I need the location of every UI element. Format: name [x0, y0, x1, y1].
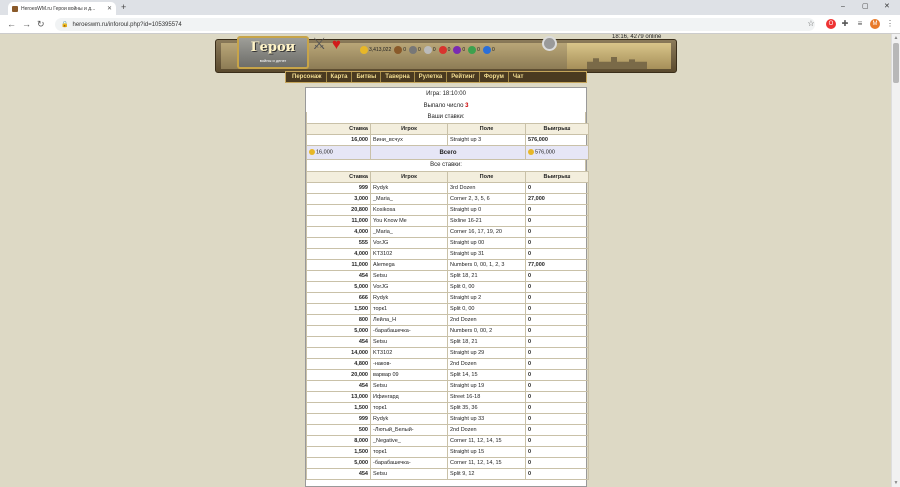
win-cell: 0: [526, 392, 589, 403]
player-cell[interactable]: Setsu: [371, 337, 448, 348]
bet-cell: 20,000: [307, 370, 371, 381]
mana-icon: [483, 46, 491, 54]
table-row: [307, 447, 589, 458]
bet-cell: 800: [307, 315, 371, 326]
field-cell: Straight up 31: [448, 249, 526, 260]
win-cell: 0: [526, 348, 589, 359]
minimize-button[interactable]: –: [841, 3, 845, 10]
table-row: [307, 260, 589, 271]
menu-item-map[interactable]: Карта: [327, 72, 353, 82]
window-close-button[interactable]: ✕: [884, 3, 890, 10]
your-bets-header-row: [307, 124, 589, 135]
player-cell[interactable]: торк1: [371, 304, 448, 315]
server-time-online: 18:16, 4279 online: [612, 34, 662, 40]
bet-cell: 555: [307, 238, 371, 249]
table-row: [307, 326, 589, 337]
col-field-header: Поле: [448, 124, 526, 135]
browser-tab[interactable]: [8, 2, 116, 15]
table-row: [307, 436, 589, 447]
crystal-icon: [453, 46, 461, 54]
field-cell: Sixline 16-21: [448, 216, 526, 227]
win-cell: 0: [526, 469, 589, 480]
extensions-puzzle-icon[interactable]: ✚: [841, 19, 849, 28]
player-cell[interactable]: Kosikosa: [371, 205, 448, 216]
site-favicon-icon: [12, 6, 18, 12]
field-cell: Corner 2, 3, 5, 6: [448, 194, 526, 205]
bet-cell: 454: [307, 337, 371, 348]
bet-cell: 4,800: [307, 359, 371, 370]
bet-cell: 5,000: [307, 458, 371, 469]
table-row: [307, 205, 589, 216]
sulfur-value: 0: [447, 47, 451, 53]
player-cell[interactable]: Rydyk: [371, 183, 448, 194]
url-text: heroeswm.ru/inforoul.php?id=105395574: [72, 21, 182, 28]
player-cell[interactable]: Ифингард: [371, 392, 448, 403]
table-row: [307, 370, 589, 381]
player-cell[interactable]: Alemega: [371, 260, 448, 271]
table-row: [307, 194, 589, 205]
total-win-cell: [526, 146, 589, 160]
logo-subtitle: войны и денег: [259, 58, 287, 63]
field-cell: Straight up 33: [448, 414, 526, 425]
field-cell: Straight up 3: [448, 135, 526, 146]
win-cell: 0: [526, 359, 589, 370]
field-cell: Straight up 29: [448, 348, 526, 359]
table-row: [307, 227, 589, 238]
result-label: Выпало число: [423, 103, 464, 109]
resources-strip: [360, 44, 535, 56]
forward-icon[interactable]: →: [22, 19, 31, 29]
col-player-header: Игрок: [371, 124, 448, 135]
mercury-icon: [424, 46, 432, 54]
win-cell: 576,000: [526, 135, 589, 146]
crossed-swords-icon: ⚔: [312, 36, 327, 53]
menu-item-battles[interactable]: Битвы: [352, 72, 381, 82]
win-cell: 0: [526, 293, 589, 304]
total-label: Всего: [371, 146, 526, 160]
bet-cell: 1,500: [307, 447, 371, 458]
your-bets-table: [306, 123, 589, 160]
mana-value: 0: [491, 47, 495, 53]
table-row: [307, 135, 589, 146]
total-bet-value: 16,000: [316, 149, 333, 156]
col-bet-header: Ставка: [307, 172, 371, 183]
bet-cell: 20,800: [307, 205, 371, 216]
bet-cell: 999: [307, 414, 371, 425]
bookmark-star-icon[interactable]: ☆: [807, 19, 815, 28]
health-heart-icon[interactable]: ♥: [332, 36, 341, 53]
col-player-header: Игрок: [371, 172, 448, 183]
win-cell: 0: [526, 458, 589, 469]
bet-cell: 1,500: [307, 304, 371, 315]
wood-value: 0: [403, 47, 407, 53]
win-cell: 0: [526, 216, 589, 227]
back-icon[interactable]: ←: [7, 19, 16, 29]
resource-gold: [360, 46, 391, 54]
field-cell: Straight up 15: [448, 447, 526, 458]
bet-cell: 454: [307, 271, 371, 282]
player-cell[interactable]: варвар 09: [371, 370, 448, 381]
win-cell: 0: [526, 304, 589, 315]
bet-cell: 14,000: [307, 348, 371, 359]
table-row: [307, 271, 589, 282]
field-cell: Corner 16, 17, 19, 20: [448, 227, 526, 238]
bet-cell: 4,000: [307, 227, 371, 238]
scroll-down-icon[interactable]: ▼: [893, 480, 899, 486]
page-scrollbar[interactable]: [891, 34, 900, 487]
bet-cell: 11,000: [307, 216, 371, 227]
table-row: [307, 381, 589, 392]
field-cell: 2nd Dozen: [448, 359, 526, 370]
win-cell: 0: [526, 271, 589, 282]
bet-cell: 5,000: [307, 326, 371, 337]
table-row: [307, 425, 589, 436]
table-row: [307, 238, 589, 249]
table-row: [307, 392, 589, 403]
menu-item-roulette[interactable]: Рулетка: [415, 72, 448, 82]
player-cell[interactable]: -барабашечка-: [371, 326, 448, 337]
player-cell[interactable]: Setsu: [371, 469, 448, 480]
win-cell: 0: [526, 403, 589, 414]
sulfur-icon: [439, 46, 447, 54]
field-cell: Straight up 00: [448, 238, 526, 249]
scroll-up-icon[interactable]: ▲: [893, 35, 899, 41]
win-cell: 0: [526, 183, 589, 194]
menu-item-tavern[interactable]: Таверна: [381, 72, 414, 82]
win-cell: 0: [526, 249, 589, 260]
page-viewport: [0, 34, 890, 487]
tab-title: HeroesWM.ru Герои войны и д...: [21, 5, 96, 12]
field-cell: 2nd Dozen: [448, 425, 526, 436]
win-cell: 27,000: [526, 194, 589, 205]
game-time: Игра: 18:10:00: [426, 91, 466, 97]
player-cell[interactable]: KT3102: [371, 249, 448, 260]
bet-cell: 5,000: [307, 282, 371, 293]
bet-cell: 999: [307, 183, 371, 194]
all-bets-table: [306, 171, 589, 480]
mercury-value: 0: [432, 47, 436, 53]
result-line: [306, 100, 586, 112]
col-win-header: Выигрыш: [526, 124, 589, 135]
table-row: [307, 469, 589, 480]
table-row: [307, 282, 589, 293]
win-cell: 0: [526, 326, 589, 337]
field-cell: Straight up 19: [448, 381, 526, 392]
player-cell[interactable]: Rydyk: [371, 414, 448, 425]
win-cell: 0: [526, 282, 589, 293]
bet-cell: 666: [307, 293, 371, 304]
player-cell[interactable]: торк1: [371, 403, 448, 414]
bet-cell: 454: [307, 469, 371, 480]
table-row: [307, 414, 589, 425]
player-cell[interactable]: _Maria_: [371, 194, 448, 205]
table-row: [307, 337, 589, 348]
gems-icon: [468, 46, 476, 54]
game-logo[interactable]: [237, 36, 309, 69]
player-cell[interactable]: Rydyk: [371, 293, 448, 304]
reload-icon[interactable]: ↻: [37, 19, 45, 29]
resource-crystal: [453, 46, 465, 54]
maximize-button[interactable]: ▢: [862, 3, 869, 10]
resource-wood: [394, 46, 406, 54]
all-bets-header-row: [307, 172, 589, 183]
gold-icon: [360, 46, 368, 54]
table-row: [307, 249, 589, 260]
bet-cell: 11,000: [307, 260, 371, 271]
player-cell[interactable]: Вини_всчух: [371, 135, 448, 146]
castle-decoration: [567, 43, 671, 69]
field-cell: 2nd Dozen: [448, 315, 526, 326]
gems-value: 0: [477, 47, 480, 53]
player-cell[interactable]: Setsu: [371, 381, 448, 392]
table-row: [307, 315, 589, 326]
field-cell: Straight up 2: [448, 293, 526, 304]
menu-item-forum[interactable]: Форум: [480, 72, 509, 82]
field-cell: 3rd Dozen: [448, 183, 526, 194]
scrollbar-thumb[interactable]: [893, 43, 899, 83]
player-cell[interactable]: You Know Me: [371, 216, 448, 227]
media-controls-icon[interactable]: ≡: [857, 19, 863, 28]
browser-menu-icon[interactable]: ⋮: [886, 19, 894, 28]
gold-value: 3,413,022: [369, 47, 392, 53]
player-cell[interactable]: торк1: [371, 447, 448, 458]
table-row: [307, 183, 589, 194]
field-cell: Split 18, 21: [448, 337, 526, 348]
ore-icon: [409, 46, 417, 54]
win-cell: 0: [526, 370, 589, 381]
win-cell: 0: [526, 425, 589, 436]
table-row: [307, 458, 589, 469]
gold-coin-icon: [528, 149, 534, 155]
logo-title: Герои: [250, 40, 296, 55]
medal-icon[interactable]: [542, 36, 557, 51]
field-cell: Numbers 0, 00, 1, 2, 3: [448, 260, 526, 271]
player-cell[interactable]: -барабашечка-: [371, 458, 448, 469]
win-cell: 77,000: [526, 260, 589, 271]
win-cell: 0: [526, 315, 589, 326]
table-row: [307, 348, 589, 359]
field-cell: Split 9, 12: [448, 469, 526, 480]
menu-item-character[interactable]: Персонаж: [288, 72, 327, 82]
field-cell: Numbers 0, 00, 2: [448, 326, 526, 337]
ore-value: 0: [418, 47, 421, 53]
field-cell: Corner 11, 12, 14, 15: [448, 436, 526, 447]
table-row: [307, 304, 589, 315]
player-cell[interactable]: Setsu: [371, 271, 448, 282]
total-row: [307, 146, 589, 160]
resource-mercury: [424, 46, 436, 54]
extension-opera-icon[interactable]: O: [826, 19, 836, 29]
bet-cell: 1,500: [307, 403, 371, 414]
result-number: 3: [465, 103, 469, 109]
field-cell: Straight up 0: [448, 205, 526, 216]
player-cell[interactable]: VorJG: [371, 282, 448, 293]
table-row: [307, 403, 589, 414]
your-bets-label: Ваши ставки:: [306, 112, 586, 123]
browser-tab-bar: [0, 0, 900, 15]
table-row: [307, 359, 589, 370]
menu-item-chat[interactable]: Чат: [512, 74, 524, 80]
field-cell: Split 0, 00: [448, 304, 526, 315]
field-cell: Split 18, 21: [448, 271, 526, 282]
player-cell[interactable]: Лейла_Н: [371, 315, 448, 326]
win-cell: 0: [526, 205, 589, 216]
bet-cell: 8,000: [307, 436, 371, 447]
all-bets-body: [307, 183, 589, 480]
col-bet-header: Ставка: [307, 124, 371, 135]
player-cell[interactable]: -наков-: [371, 359, 448, 370]
resource-mana: [483, 46, 495, 54]
player-cell[interactable]: KT3102: [371, 348, 448, 359]
address-bar[interactable]: [55, 18, 815, 31]
win-cell: 0: [526, 447, 589, 458]
col-field-header: Поле: [448, 172, 526, 183]
total-win-value: 576,000: [535, 149, 555, 156]
resource-ore: [409, 46, 421, 54]
col-win-header: Выигрыш: [526, 172, 589, 183]
player-cell[interactable]: -Лютый_Белый-: [371, 425, 448, 436]
lock-icon: 🔒: [61, 22, 69, 28]
field-cell: Corner 11, 12, 14, 15: [448, 458, 526, 469]
field-cell: Street 16-18: [448, 392, 526, 403]
bet-cell: 454: [307, 381, 371, 392]
tab-close-icon[interactable]: ✕: [106, 6, 112, 12]
resource-sulfur: [439, 46, 451, 54]
new-tab-button[interactable]: +: [121, 2, 127, 12]
bet-cell: 16,000: [307, 135, 371, 146]
win-cell: 0: [526, 436, 589, 447]
main-menu: [285, 71, 587, 83]
win-cell: 0: [526, 337, 589, 348]
crystal-value: 0: [462, 47, 466, 53]
resource-gems: [468, 46, 480, 54]
menu-item-rating[interactable]: Рейтинг: [447, 72, 480, 82]
gold-coin-icon: [309, 149, 315, 155]
field-cell: Split 35, 36: [448, 403, 526, 414]
field-cell: Split 0, 00: [448, 282, 526, 293]
player-cell[interactable]: _Negative_: [371, 436, 448, 447]
win-cell: 0: [526, 238, 589, 249]
win-cell: 0: [526, 414, 589, 425]
browser-toolbar: [0, 15, 900, 34]
bet-cell: 3,000: [307, 194, 371, 205]
roulette-info-panel: [305, 87, 587, 487]
bet-cell: 13,000: [307, 392, 371, 403]
table-row: [307, 216, 589, 227]
wood-icon: [394, 46, 402, 54]
bet-cell: 4,000: [307, 249, 371, 260]
all-bets-label: Все ставки:: [306, 160, 586, 171]
player-cell[interactable]: VorJG: [371, 238, 448, 249]
total-bet-cell: [307, 146, 371, 160]
table-row: [307, 293, 589, 304]
win-cell: 0: [526, 227, 589, 238]
field-cell: Split 14, 15: [448, 370, 526, 381]
win-cell: 0: [526, 381, 589, 392]
player-cell[interactable]: _Maria_: [371, 227, 448, 238]
bet-cell: 500: [307, 425, 371, 436]
profile-avatar-icon[interactable]: M: [870, 19, 880, 29]
